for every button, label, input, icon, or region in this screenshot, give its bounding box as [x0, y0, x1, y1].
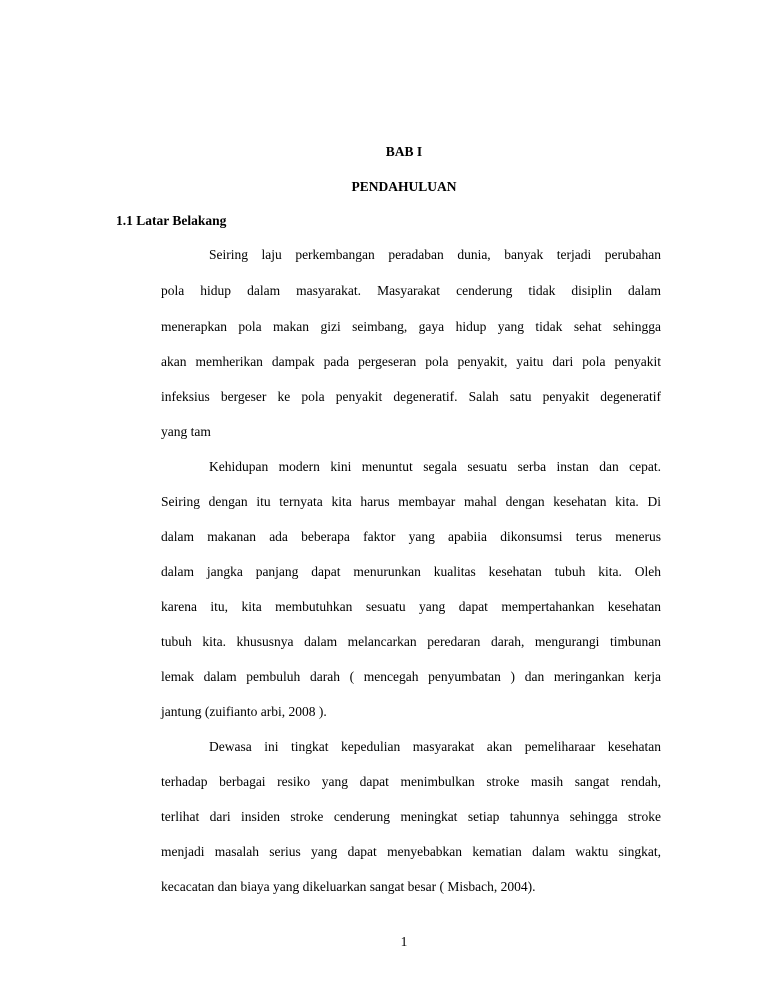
text-line: Kehidupan modern kini menuntut segala sesuatu serba instan dan cepat. — [209, 459, 661, 474]
text-line: dalam makanan ada beberapa faktor yang apabiia dikonsumsi terus menerus — [161, 529, 661, 544]
page-number: 1 — [400, 934, 408, 949]
chapter-title: PENDAHULUAN — [351, 179, 457, 194]
text-line: karena itu, kita membutuhkan sesuatu yang dapat mempertahankan kesehatan — [161, 599, 661, 614]
text-line: terlihat dari insiden stroke cenderung meningkat setiap tahunnya sehingga stroke — [161, 809, 661, 824]
text-line: dalam jangka panjang dapat menurunkan kualitas kesehatan tubuh kita. Oleh — [161, 564, 661, 579]
text-line: Seiring dengan itu ternyata kita harus membayar mahal dengan kesehatan kita. Di — [161, 494, 661, 509]
chapter-number: BAB I — [385, 144, 423, 159]
text-line: yang tam — [161, 424, 211, 439]
text-line: infeksius bergeser ke pola penyakit degeneratif. Salah satu penyakit degeneratif — [161, 389, 661, 404]
text-line: menerapkan pola makan gizi seimbang, gaya hidup yang tidak sehat sehingga — [161, 319, 661, 334]
text-line: akan memherikan dampak pada pergeseran pola penyakit, yaitu dari pola penyakit — [161, 354, 661, 369]
text-line: kecacatan dan biaya yang dikeluarkan sangat besar ( Misbach, 2004). — [161, 879, 536, 894]
text-line: pola hidup dalam masyarakat. Masyarakat cenderung tidak disiplin dalam — [161, 283, 661, 298]
text-line: tubuh kita. khususnya dalam melancarkan peredaran darah, mengurangi timbunan — [161, 634, 661, 649]
text-line: terhadap berbagai resiko yang dapat menimbulkan stroke masih sangat rendah, — [161, 774, 661, 789]
text-line: lemak dalam pembuluh darah ( mencegah penyumbatan ) dan meringankan kerja — [161, 669, 661, 684]
text-line: Seiring laju perkembangan peradaban dunia, banyak terjadi perubahan — [209, 247, 661, 262]
text-line: Dewasa ini tingkat kepedulian masyarakat akan pemeliharaar kesehatan — [209, 739, 661, 754]
text-line: jantung (zuifianto arbi, 2008 ). — [161, 704, 327, 719]
text-line: menjadi masalah serius yang dapat menyebabkan kematian dalam waktu singkat, — [161, 844, 661, 859]
section-heading: 1.1 Latar Belakang — [116, 213, 227, 228]
